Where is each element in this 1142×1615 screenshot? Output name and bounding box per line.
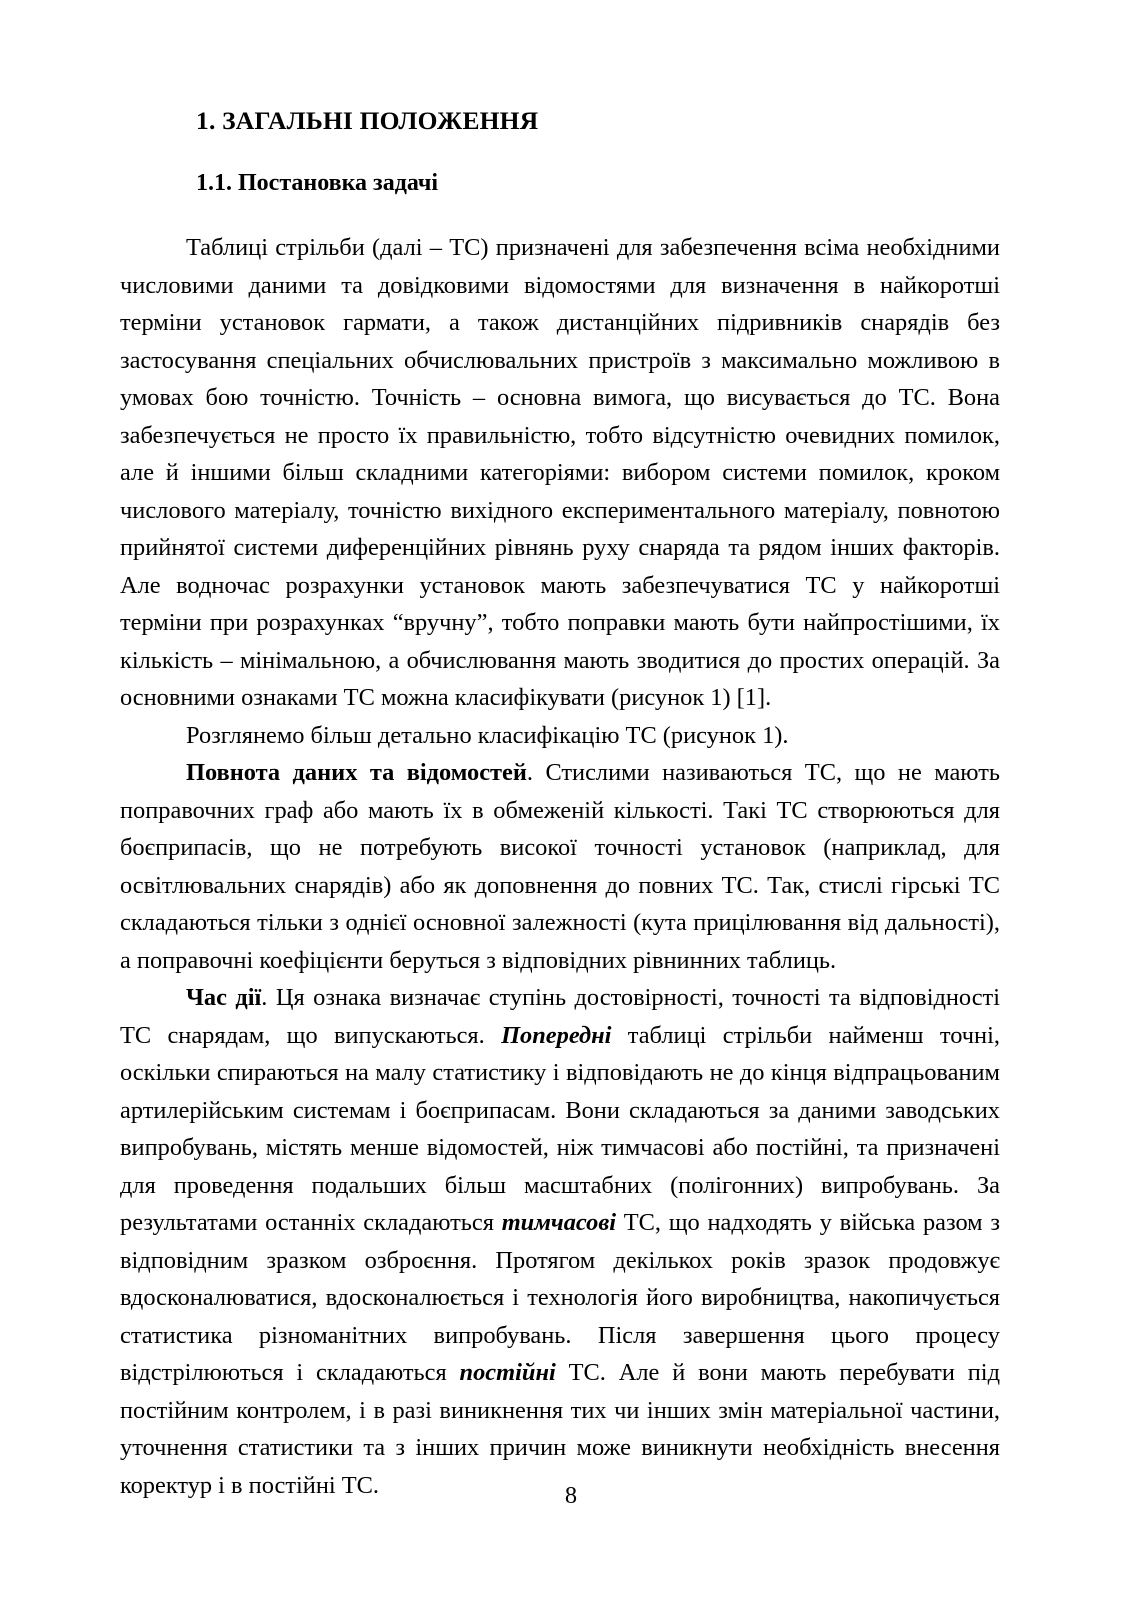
paragraph-time-of-action-segment-2: таблиці стрільби найменш точні, оскільки спираються на малу статистику і відповідають не до кінця відпрацьованим артилерійським системам і боєприпасам. Вони складаються за даними заводських випробувань, містять менше відомостей, ніж тимчасові або постійні, та призначені для проведення подальших більш масштабних (полігонних) випробувань. За результатами останніх складаються	[120, 1021, 1000, 1237]
paragraph-problem-statement: Таблиці стрільби (далі – ТС) призначені для забезпечення всіма необхідними числовими даними та довідковими відомостями для визначення в найкоротші терміни установок гармати, а також дистанційних підривників снарядів без застосування спеціальних обчислювальних пристроїв з максимально можливою в умовах бою точністю. Точність – основна вимога, що висувається до ТС. Вона забезпечується не просто їх правильністю, тобто відсутністю очевидних помилок, але й іншими більш складними категоріями: вибором системи помилок, кроком числового матеріалу, точністю вихідного експериментального матеріалу, повнотою прийнятої системи диференційних рівнянь руху снаряда та рядом інших факторів. Але водночас розрахунки установок мають забезпечуватися ТС у найкоротші терміни при розрахунках “вручну”, тобто поправки мають бути найпростішими, їх кількість – мінімальною, а обчислювання мають зводитися до простих операцій. За основними ознаками ТС можна класифікувати (рисунок 1) [1].	[120, 234, 1000, 712]
emphasis-temporary: тимчасові	[501, 1209, 617, 1237]
emphasis-preliminary: Попередні	[501, 1021, 612, 1049]
paragraph-time-of-action-segment-6: ТС. Але й вони мають перебувати під постійним контролем, і в разі виникнення тих чи інших змін матеріальної частини, уточнення статистики та з інших причин може виникнути необхідність внесення коректур і в постійні ТС.	[120, 1359, 1000, 1499]
paragraph-classification-intro: Розглянемо більш детально класифікацію ТС (рисунок 1).	[186, 721, 789, 749]
lead-in-data-completeness: Повнота даних та відомостей	[186, 759, 527, 787]
emphasis-permanent: постійні	[459, 1359, 556, 1387]
lead-in-time-of-action: Час дії	[186, 984, 262, 1012]
paragraph-time-of-action-segment-4: ТС, що надходять у війська разом з відповідним зразком озброєння. Протягом декількох років зразок продовжує вдосконалюватися, вдосконалюється і технологія його виробництва, накопичується статистика різноманітних випробувань. Після завершення цього процесу відстрілюються і складаються	[120, 1209, 1000, 1387]
paragraph-data-completeness-text: . Стислими називаються ТС, що не мають поправочних граф або мають їх в обмеженій кількості. Такі ТС створюються для боєприпасів, що не потребують високої точності установок (наприклад, для освітлювальних снарядів) або як доповнення до повних ТС. Так, стислі гірські ТС складаються тільки з однієї основної залежності (кута прицілювання від дальності), а поправочні коефіцієнти беруться з відповідних рівнинних таблиць.	[120, 759, 1000, 974]
chapter-heading: 1. ЗАГАЛЬНІ ПОЛОЖЕННЯ	[196, 106, 539, 135]
page-number: 8	[564, 1482, 578, 1509]
page-content	[120, 0, 1000, 1504]
paragraph-time-of-action	[120, 979, 1000, 1504]
section-heading: 1.1. Постановка задачі	[196, 169, 439, 196]
paragraph-data-completeness	[120, 754, 1000, 979]
paragraph-time-of-action-segment-0: . Ця ознака визначає ступінь достовірності, точності та відповідності ТС снарядам, що випускаються.	[120, 984, 1000, 1049]
